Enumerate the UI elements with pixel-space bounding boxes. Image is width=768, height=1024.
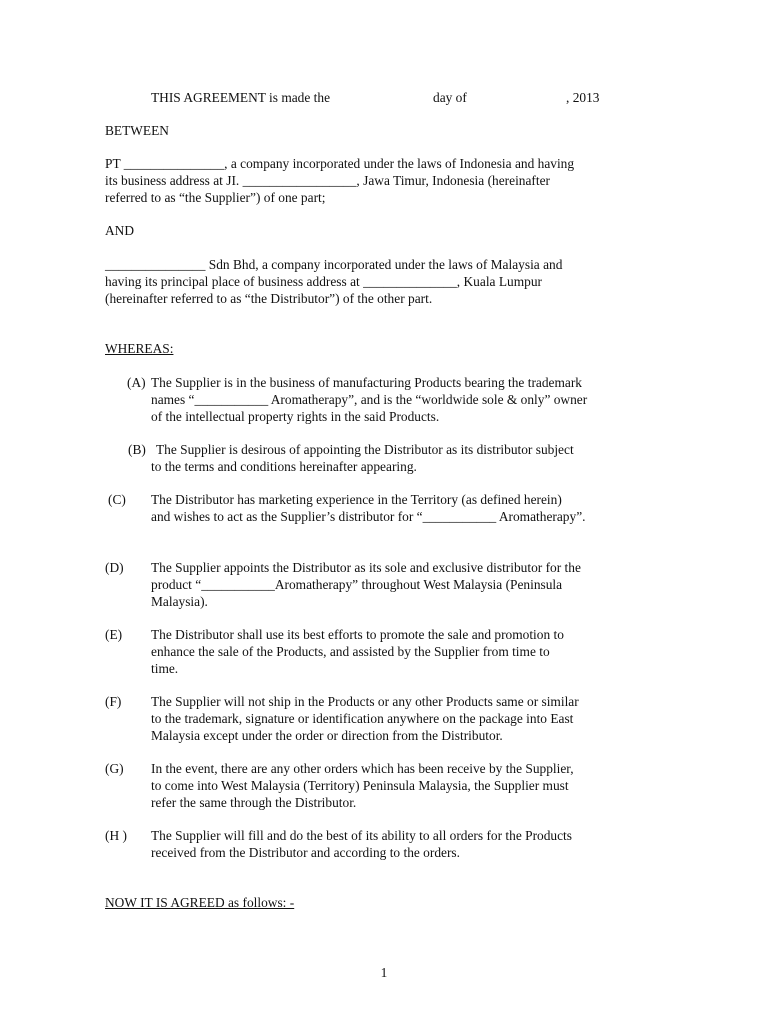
recital-line: time.	[151, 661, 179, 676]
recital-line: to come into West Malaysia (Territory) Peninsula Malaysia, the Supplier must	[151, 778, 569, 793]
recital-line: refer the same through the Distributor.	[151, 795, 357, 810]
recital-label: (H )	[105, 828, 127, 843]
recital-line: enhance the sale of the Products, and assisted by the Supplier from time to	[151, 644, 550, 659]
recital-line: of the intellectual property rights in the said Products.	[151, 409, 440, 424]
recital-label: (D)	[105, 560, 124, 575]
recital-label: (C)	[108, 492, 126, 507]
party-distributor-line-3: (hereinafter referred to as “the Distributor”) of the other part.	[105, 291, 433, 306]
recital-line: Malaysia).	[151, 594, 208, 609]
recital-line: to the terms and conditions hereinafter appearing.	[151, 459, 417, 474]
recital-line: The Supplier will not ship in the Products or any other Products same or similar	[151, 694, 579, 709]
recital-label: (A)	[127, 375, 146, 390]
recital-line: The Supplier will fill and do the best of its ability to all orders for the Products	[151, 828, 572, 843]
recital-line: Malaysia except under the order or direction from the Distributor.	[151, 728, 503, 743]
recital-label: (F)	[105, 694, 122, 709]
recital-line: The Distributor has marketing experience in the Territory (as defined herein)	[151, 492, 562, 507]
party-distributor-line-1: _______________ Sdn Bhd, a company incorporated under the laws of Malaysia and	[105, 257, 563, 272]
whereas-heading: WHEREAS:	[105, 341, 174, 356]
recital-line: product “___________Aromatherapy” throughout West Malaysia (Peninsula	[151, 577, 563, 592]
party-supplier-line-2: its business address at JI. _________________, Jawa Timur, Indonesia (hereinafter	[105, 173, 551, 188]
page-number: 1	[380, 965, 388, 980]
recital-line: to the trademark, signature or identification anywhere on the package into East	[151, 711, 574, 726]
recital-line: The Supplier is in the business of manufacturing Products bearing the trademark	[151, 375, 582, 390]
party-supplier-line-3: referred to as “the Supplier”) of one part;	[105, 190, 326, 205]
party-distributor-line-2: having its principal place of business address at ______________, Kuala Lumpur	[105, 274, 542, 289]
recital-line: In the event, there are any other orders which has been receive by the Supplier,	[151, 761, 574, 776]
and-heading: AND	[105, 223, 135, 238]
party-supplier-line-1: PT _______________, a company incorporated under the laws of Indonesia and having	[105, 156, 575, 171]
recital-label: (E)	[105, 627, 123, 642]
day-of-text: day of	[433, 90, 467, 105]
recital-label: (G)	[105, 761, 124, 776]
agreement-year: , 2013	[566, 90, 600, 105]
recital-line: The Supplier is desirous of appointing the Distributor as its distributor subject	[156, 442, 574, 457]
now-it-is-agreed-heading: NOW IT IS AGREED as follows: -	[105, 895, 295, 910]
between-heading: BETWEEN	[105, 123, 169, 138]
recital-line: names “___________ Aromatherapy”, and is the “worldwide sole & only” owner	[151, 392, 588, 407]
recital-line: received from the Distributor and according to the orders.	[151, 845, 460, 860]
recital-line: The Supplier appoints the Distributor as its sole and exclusive distributor for the	[151, 560, 581, 575]
recital-line: The Distributor shall use its best efforts to promote the sale and promotion to	[151, 627, 564, 642]
recital-label: (B)	[128, 442, 146, 457]
agreement-opening: THIS AGREEMENT is made the	[151, 90, 331, 105]
recital-line: and wishes to act as the Supplier’s distributor for “___________ Aromatherapy”.	[151, 509, 586, 524]
